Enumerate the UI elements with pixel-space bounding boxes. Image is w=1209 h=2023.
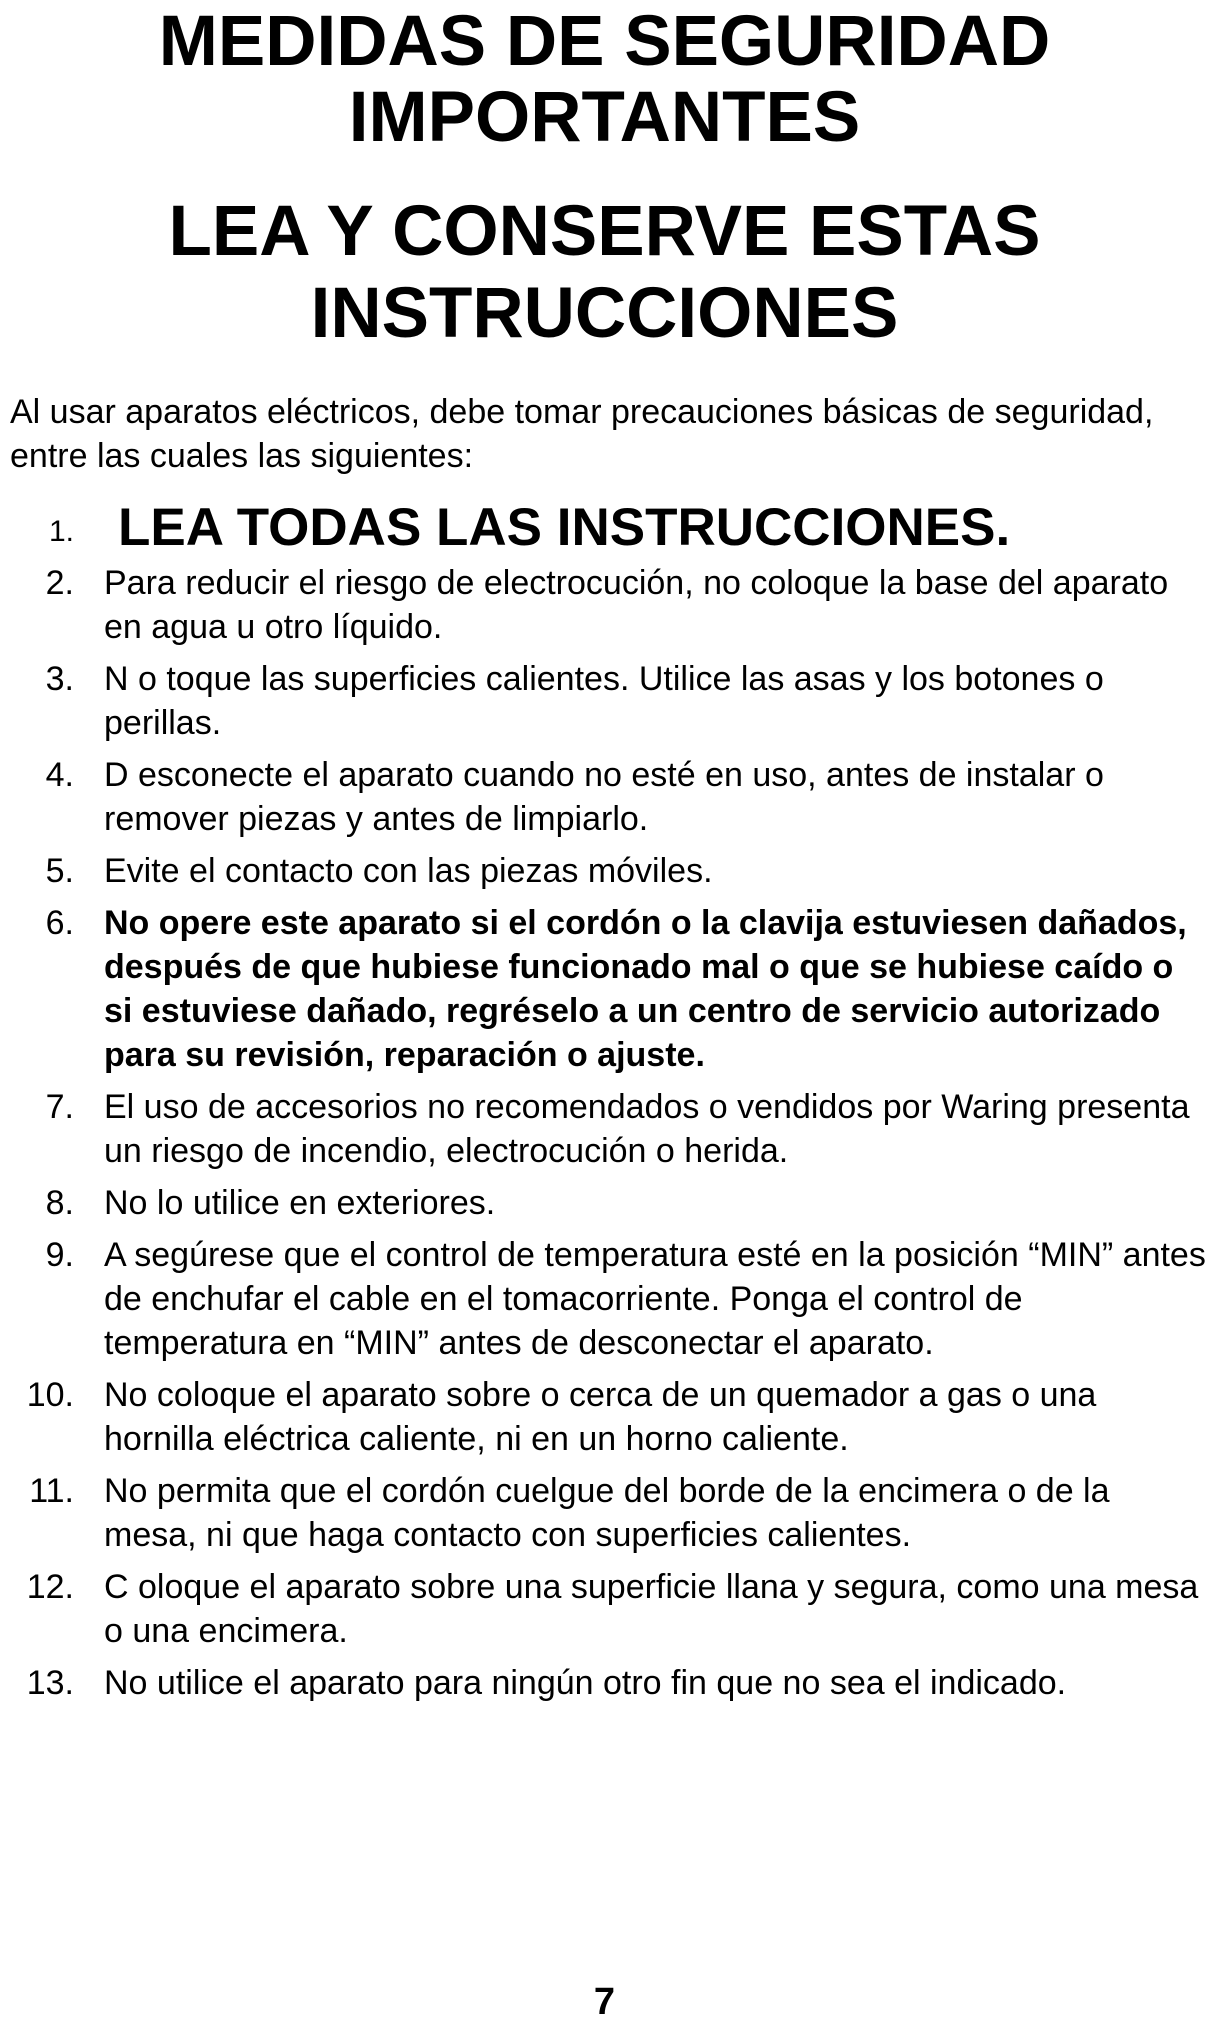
item-number: 6.	[45, 904, 74, 942]
intro-paragraph: Al usar aparatos eléctricos, debe tomar precauciones básicas de seguridad, entre las cuales las siguientes:	[10, 393, 1154, 475]
main-title-line-1: MEDIDAS DE SEGURIDAD	[158, 2, 1051, 81]
item-text: El uso de accesorios no recomendados o vendidos por Waring presenta un riesgo de incendio, electrocución o herida.	[104, 1088, 1190, 1170]
item-number: 1.	[48, 515, 74, 548]
item-number: 10.	[26, 1376, 74, 1414]
item-text: No permita que el cordón cuelgue del borde de la encimera o de la mesa, ni que haga contacto con superficies calientes.	[104, 1472, 1110, 1554]
list-item	[0, 849, 1209, 893]
item-number: 9.	[45, 1236, 74, 1274]
item-text: N o toque las superficies calientes. Utilice las asas y los botones o perillas.	[104, 660, 1104, 742]
list-item	[0, 901, 1209, 1077]
list-item	[0, 753, 1209, 841]
list-item	[0, 657, 1209, 745]
item-number: 8.	[45, 1184, 74, 1222]
item-text: D esconecte el aparato cuando no esté en uso, antes de instalar o remover piezas y antes de limpiarlo.	[104, 756, 1104, 838]
item-text: Evite el contacto con las piezas móviles.	[104, 852, 713, 890]
item-number: 13.	[26, 1664, 74, 1702]
item-text: No opere este aparato si el cordón o la clavija estuviesen dañados, después de que hubiese funcionado mal o que se hubiese caído o si estuviese dañado, regréselo a un centro de servicio autorizado para su revisión, reparación o ajuste.	[104, 904, 1187, 1074]
subtitle-line-1: LEA Y CONSERVE ESTAS	[168, 192, 1041, 271]
list-item	[0, 1469, 1209, 1557]
subtitle-line-2: INSTRUCCIONES	[310, 274, 899, 353]
item-text: No lo utilice en exteriores.	[104, 1184, 496, 1222]
list-item	[0, 1373, 1209, 1461]
list-item	[0, 1181, 1209, 1225]
item-number: 5.	[45, 852, 74, 890]
item-text: A segúrese que el control de temperatura esté en la posición “MIN” antes de enchufar el cable en el tomacorriente. Ponga el control de temperatura en “MIN” antes de desconectar el aparato.	[104, 1236, 1206, 1362]
main-title	[0, 4, 1209, 156]
item-text: LEA TODAS LAS INSTRUCCIONES.	[118, 498, 1011, 557]
item-text: C oloque el aparato sobre una superficie llana y segura, como una mesa o una encimera.	[104, 1568, 1199, 1650]
item-text: No coloque el aparato sobre o cerca de un quemador a gas o una hornilla eléctrica caliente, ni en un horno caliente.	[104, 1376, 1097, 1458]
list-item	[0, 1661, 1209, 1705]
subtitle	[0, 191, 1209, 355]
item-number: 12.	[26, 1568, 74, 1606]
item-number: 4.	[45, 756, 74, 794]
item-text: No utilice el aparato para ningún otro fin que no sea el indicado.	[104, 1664, 1067, 1702]
item-text: Para reducir el riesgo de electrocución, no coloque la base del aparato en agua u otro líquido.	[104, 564, 1169, 646]
item-number: 3.	[45, 660, 74, 698]
list-item	[0, 1233, 1209, 1365]
safety-list	[0, 497, 1209, 1713]
main-title-line-2: IMPORTANTES	[348, 78, 861, 157]
list-item	[0, 1085, 1209, 1173]
item-number: 7.	[45, 1088, 74, 1126]
list-item	[0, 1565, 1209, 1653]
item-number: 2.	[45, 564, 74, 602]
item-number: 11.	[29, 1472, 74, 1510]
list-item	[0, 561, 1209, 649]
page-number: 7	[593, 1981, 616, 2023]
list-item	[0, 497, 1209, 559]
